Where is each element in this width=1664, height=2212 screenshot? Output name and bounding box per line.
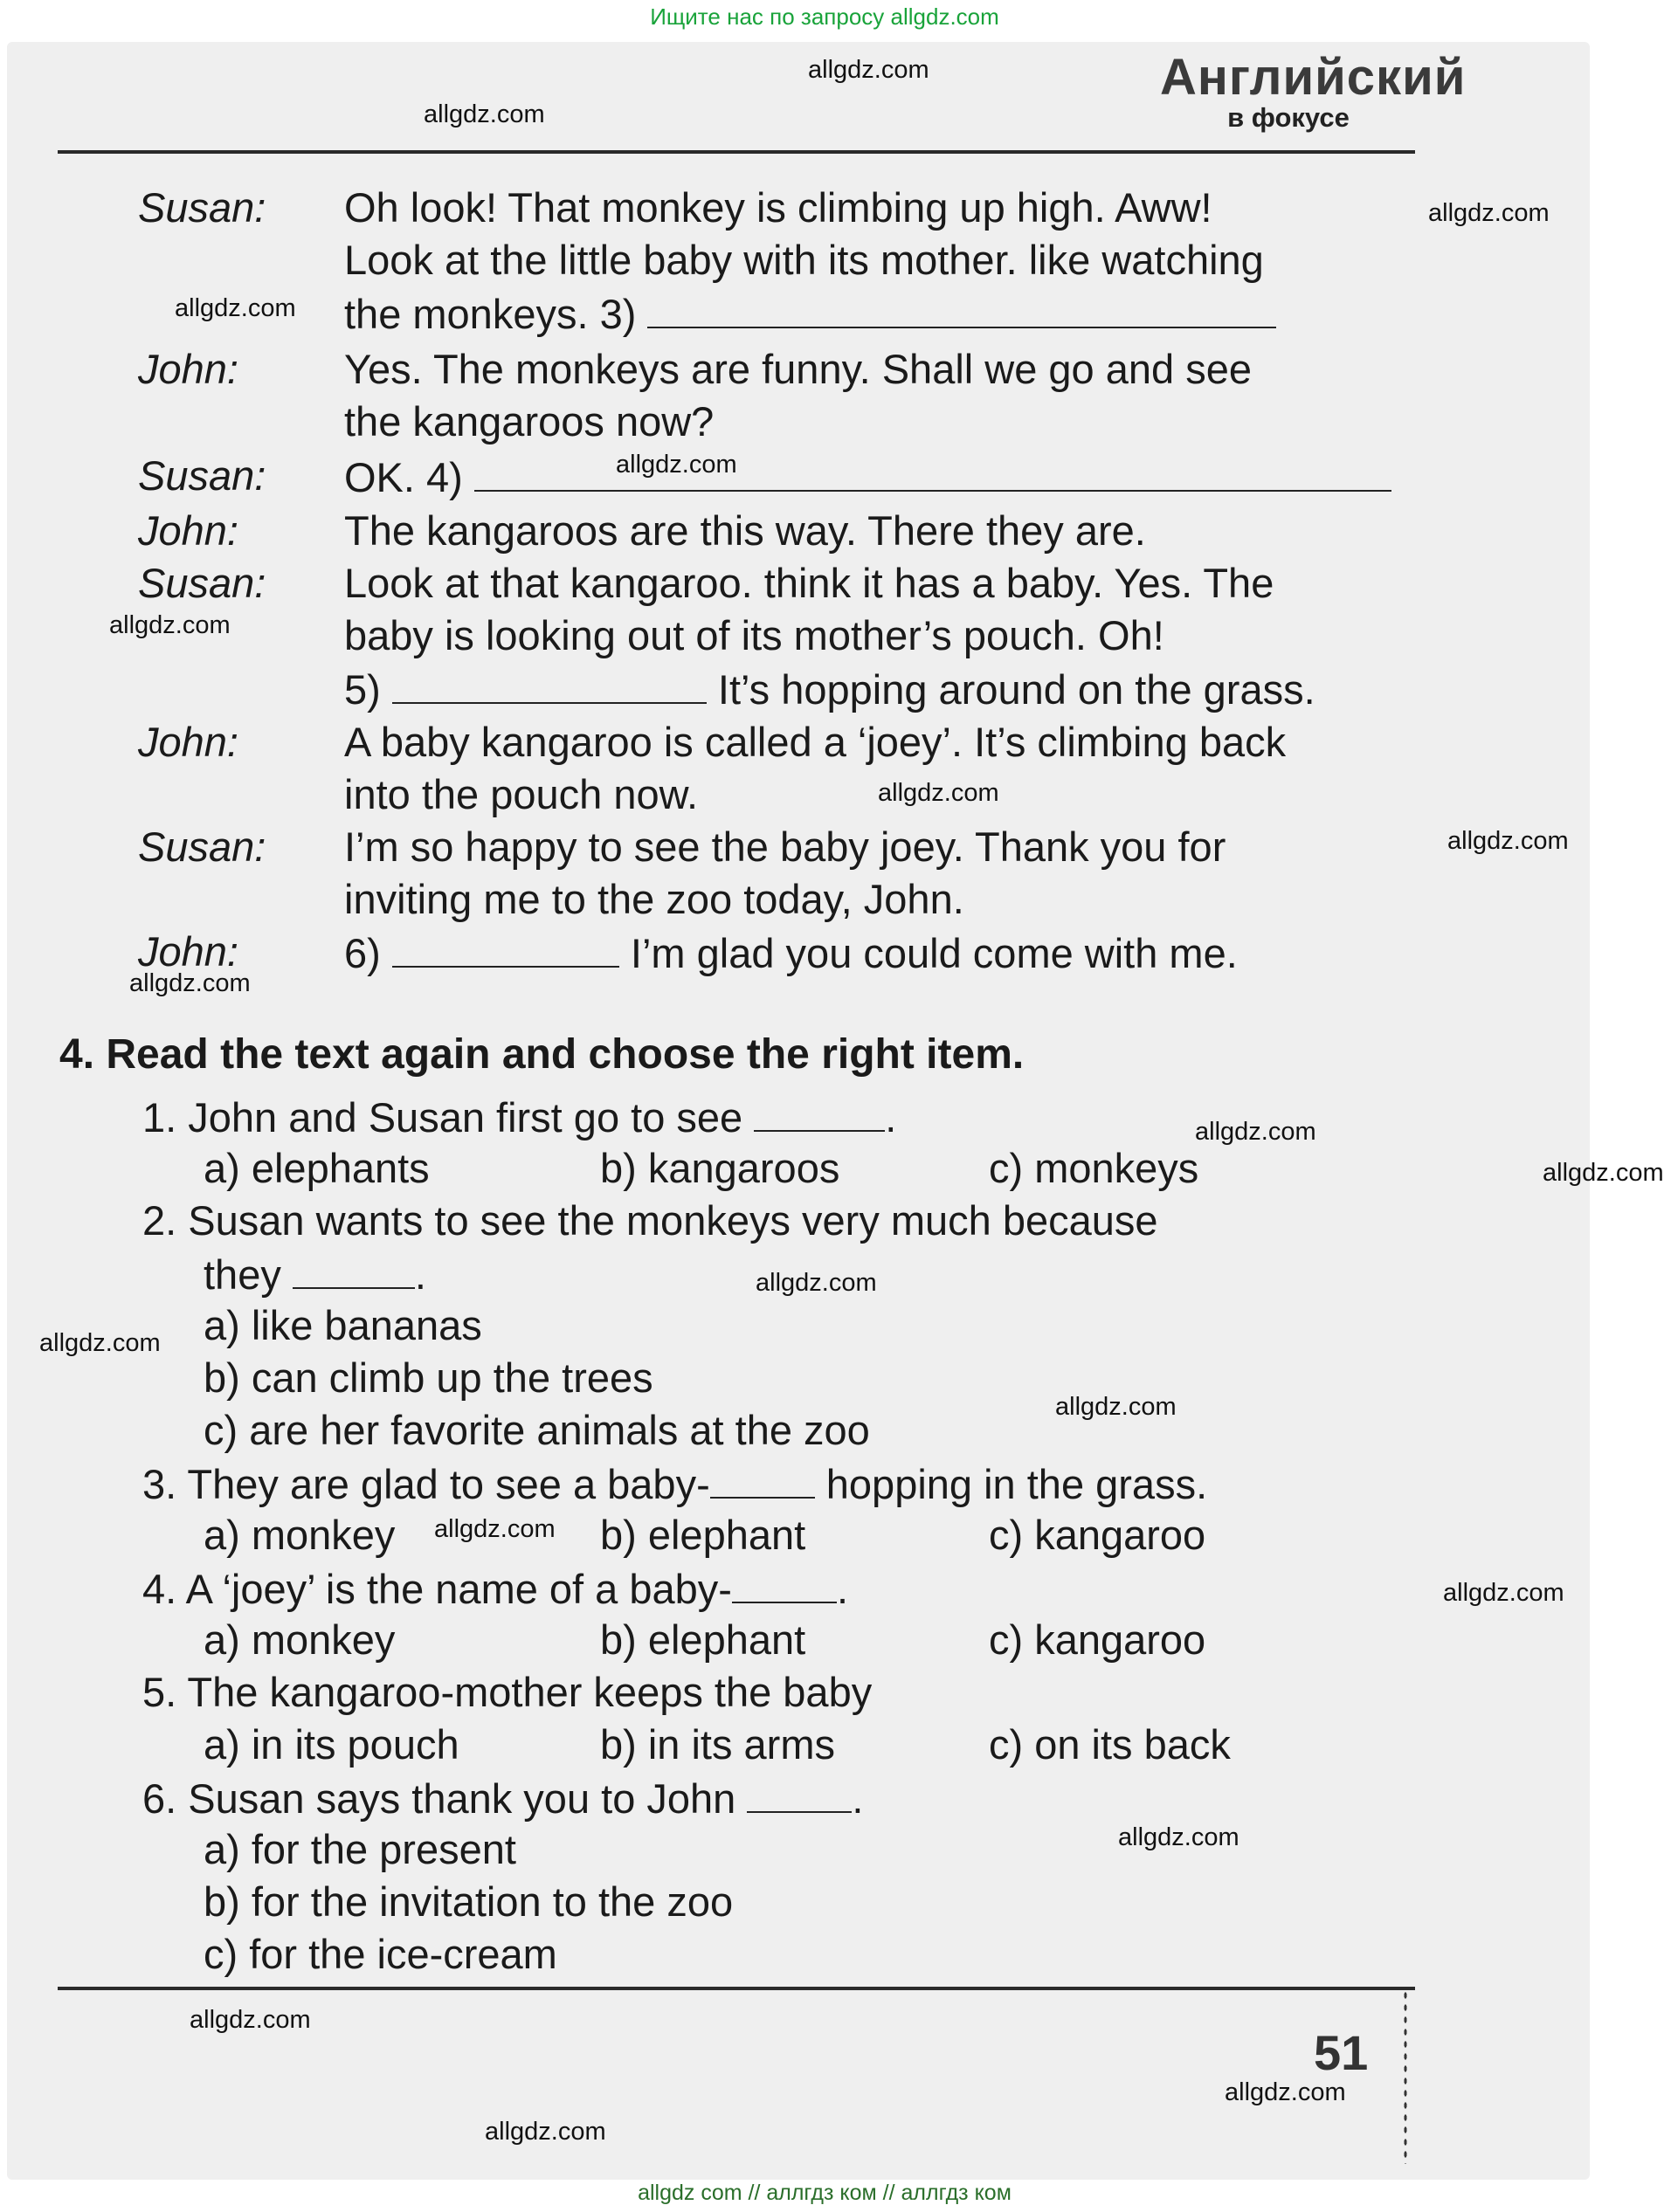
speech-text <box>344 182 1415 341</box>
watermark: allgdz.com <box>1443 1579 1564 1607</box>
top-banner[interactable]: Ищите нас по запросу allgdz.com <box>650 3 999 30</box>
question-text: 1. John and Susan first go to see <box>142 1094 743 1140</box>
speech-line: A baby kangaroo is called a ‘joey’. It’s climbing back <box>344 719 1287 765</box>
dialogue-row-john-1 <box>138 343 1415 448</box>
speaker-label: Susan: <box>138 560 266 606</box>
book-logo-subtitle: в фокусе <box>1227 102 1350 133</box>
answer-blank-3[interactable] <box>647 286 1276 328</box>
answer-blank-5[interactable] <box>392 662 707 704</box>
option-6c[interactable]: c) for the ice-cream <box>204 1931 557 1977</box>
question-4 <box>142 1561 848 1616</box>
question-end: . <box>836 1566 848 1612</box>
option-5c[interactable]: c) on its back <box>989 1721 1231 1768</box>
speech-line-text: OK. 4) <box>344 454 463 500</box>
dialogue-row-susan-4 <box>138 821 1415 926</box>
watermark: allgdz.com <box>1195 1118 1316 1146</box>
speech-line: Look at the little baby with its mother. like watching <box>344 237 1264 283</box>
speech-text <box>344 343 1415 448</box>
answer-blank-q4[interactable] <box>732 1561 837 1603</box>
question-2: 2. Susan wants to see the monkeys very much because <box>142 1197 1158 1244</box>
speech-line: the kangaroos now? <box>344 398 715 444</box>
dialogue-row-susan-3 <box>138 557 1415 714</box>
answer-blank-q2[interactable] <box>293 1247 415 1289</box>
option-4b[interactable]: b) elephant <box>600 1616 806 1663</box>
exercise-4-heading: 4. Read the text again and choose the right item. <box>59 1031 1025 1078</box>
watermark: allgdz.com <box>1428 199 1550 227</box>
watermark: allgdz.com <box>129 969 251 997</box>
watermark: allgdz.com <box>485 2118 606 2146</box>
question-5: 5. The kangaroo-mother keeps the baby <box>142 1669 873 1715</box>
watermark: allgdz.com <box>109 611 231 639</box>
speech-line: Oh look! That monkey is climbing up high. Aww! <box>344 184 1212 231</box>
speech-line: inviting me to the zoo today, John. <box>344 876 964 922</box>
speech-line <box>344 662 1415 716</box>
watermark: allgdz.com <box>1055 1393 1177 1421</box>
page-number: 51 <box>1314 2025 1369 2080</box>
speech-line <box>344 926 1415 980</box>
speech-text <box>344 557 1415 716</box>
watermark: allgdz.com <box>1543 1159 1664 1187</box>
question-end: hopping in the grass. <box>814 1461 1208 1507</box>
option-3b[interactable]: b) elephant <box>600 1512 806 1558</box>
question-1 <box>142 1090 896 1144</box>
watermark: allgdz.com <box>616 451 737 479</box>
speaker-label: John: <box>138 507 238 554</box>
option-3a[interactable]: a) monkey <box>204 1512 396 1558</box>
question-end: . <box>852 1775 864 1822</box>
dialogue-row-john-3 <box>138 716 1415 821</box>
option-3c[interactable]: c) kangaroo <box>989 1512 1206 1558</box>
speech-line-text: 5) <box>344 666 381 713</box>
option-5b[interactable]: b) in its arms <box>600 1721 835 1768</box>
watermark: allgdz.com <box>756 1269 877 1297</box>
watermark: allgdz.com <box>434 1515 556 1543</box>
option-4a[interactable]: a) monkey <box>204 1616 396 1663</box>
answer-blank-q1[interactable] <box>754 1090 885 1132</box>
speech-line: baby is looking out of its mother’s pouch. Oh! <box>344 612 1164 658</box>
dialogue-row-john-4 <box>138 926 1415 978</box>
question-3 <box>142 1457 1207 1511</box>
speaker-label: Susan: <box>138 452 266 499</box>
answer-blank-q3[interactable] <box>710 1457 815 1499</box>
speech-line-text: I’m glad you could come with me. <box>630 930 1238 976</box>
speaker-label: Susan: <box>138 184 266 231</box>
footer-rule <box>58 1987 1415 1990</box>
dialogue-row-susan-1 <box>138 182 1415 339</box>
speech-line-text: It’s hopping around on the grass. <box>717 666 1315 713</box>
question-2-cont <box>204 1247 426 1301</box>
speaker-label: John: <box>138 928 238 975</box>
option-6a[interactable]: a) for the present <box>204 1826 516 1872</box>
speech-line <box>344 450 1415 504</box>
option-2c[interactable]: c) are her favorite animals at the zoo <box>204 1407 870 1453</box>
answer-blank-q6[interactable] <box>747 1771 852 1813</box>
question-text: 3. They are glad to see a baby- <box>142 1461 710 1507</box>
speaker-label: John: <box>138 719 238 765</box>
option-6b[interactable]: b) for the invitation to the zoo <box>204 1878 734 1925</box>
speech-line: into the pouch now. <box>344 771 699 817</box>
speech-text <box>344 505 1415 557</box>
speech-line-text: the monkeys. 3) <box>344 291 637 337</box>
option-5a[interactable]: a) in its pouch <box>204 1721 459 1768</box>
watermark: allgdz.com <box>1118 1823 1239 1851</box>
header-rule <box>58 150 1415 154</box>
option-4c[interactable]: c) kangaroo <box>989 1616 1206 1663</box>
book-logo-title: Английский <box>1160 49 1467 106</box>
option-1a[interactable]: a) elephants <box>204 1145 430 1191</box>
bottom-banner[interactable]: allgdz com // аллгдз ком // аллгдз ком <box>638 2181 1012 2205</box>
watermark: allgdz.com <box>808 56 929 84</box>
watermark: allgdz.com <box>39 1329 161 1357</box>
speech-line: Yes. The monkeys are funny. Shall we go and see <box>344 346 1253 392</box>
page-edge-dots <box>1403 1989 1408 2164</box>
watermark: allgdz.com <box>424 100 545 128</box>
speech-text <box>344 926 1415 980</box>
dialogue-row-susan-2 <box>138 450 1415 502</box>
speech-line: I’m so happy to see the baby joey. Thank you for <box>344 823 1226 870</box>
speech-line: The kangaroos are this way. There they are. <box>344 507 1146 554</box>
speaker-label: Susan: <box>138 823 266 870</box>
question-text: 4. A ‘joey’ is the name of a baby- <box>142 1566 732 1612</box>
speaker-label: John: <box>138 346 238 392</box>
question-6 <box>142 1771 863 1825</box>
option-1c[interactable]: c) monkeys <box>989 1145 1199 1191</box>
speech-line-text: 6) <box>344 930 381 976</box>
option-2a[interactable]: a) like bananas <box>204 1302 482 1348</box>
question-end: . <box>414 1251 426 1298</box>
option-1b[interactable]: b) kangaroos <box>600 1145 840 1191</box>
answer-blank-6[interactable] <box>392 926 619 968</box>
dialogue-row-john-2 <box>138 505 1415 557</box>
watermark: allgdz.com <box>878 779 999 807</box>
watermark: allgdz.com <box>190 2006 311 2034</box>
watermark: allgdz.com <box>175 294 296 322</box>
speech-text <box>344 821 1415 926</box>
speech-line <box>344 286 1415 341</box>
speech-line: Look at that kangaroo. think it has a baby. Yes. The <box>344 560 1274 606</box>
question-text: they <box>204 1251 281 1298</box>
question-end: . <box>885 1094 897 1140</box>
watermark: allgdz.com <box>1447 827 1569 855</box>
speech-text <box>344 450 1415 504</box>
answer-blank-4[interactable] <box>474 450 1391 492</box>
watermark: allgdz.com <box>1225 2078 1346 2106</box>
option-2b[interactable]: b) can climb up the trees <box>204 1354 653 1401</box>
question-text: 6. Susan says thank you to John <box>142 1775 736 1822</box>
